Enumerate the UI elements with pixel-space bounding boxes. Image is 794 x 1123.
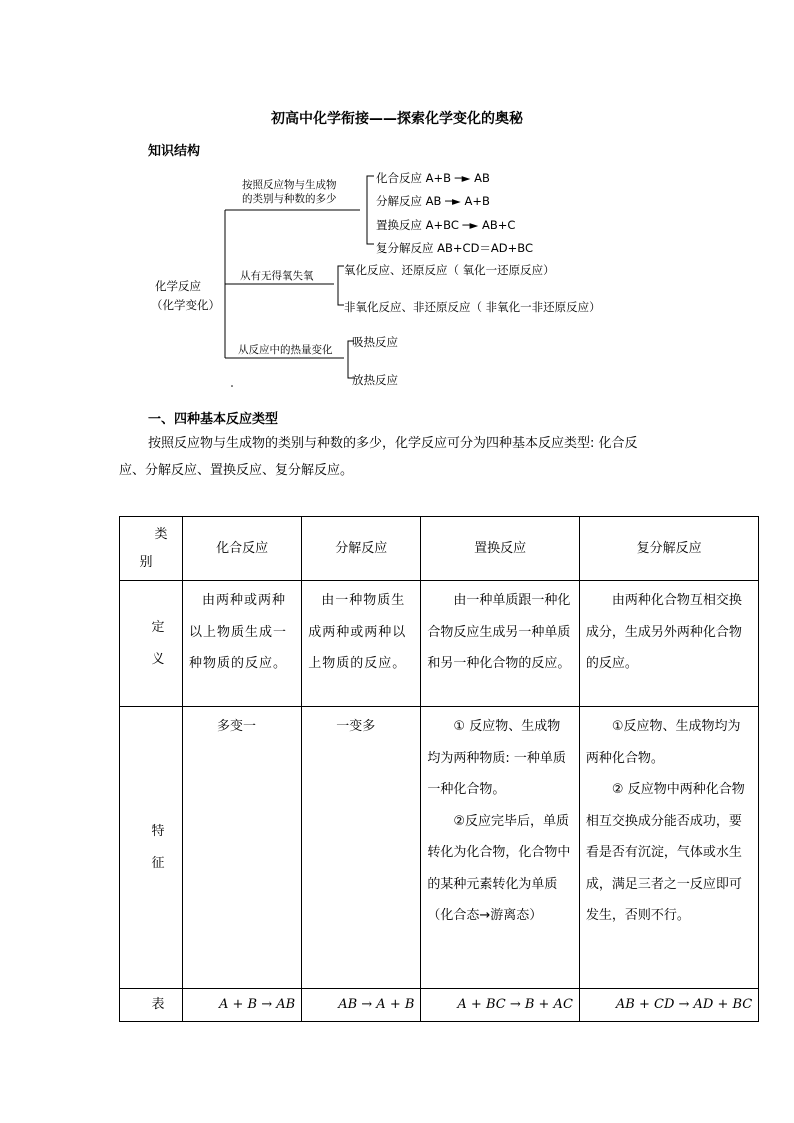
branch1-item-displacement: 置换反应 A+BC ─► AB+C xyxy=(376,218,516,232)
expression-displacement: A + BC → B + AC xyxy=(421,989,580,1022)
diagram-root-sublabel: （化学变化） xyxy=(151,298,220,312)
feature-double-decomposition-p2: ② 反应物中两种化合物相互交换成分能否成功，要看是否有沉淀，气体或水生成，满足三者之一反应即可发生，否则不行。 xyxy=(585,782,745,923)
branch2-item-redox: 氧化反应、还原反应（ 氧化一还原反应） xyxy=(344,263,555,277)
definition-label-cell xyxy=(120,581,183,707)
branch3-label: 从反应中的热量变化 xyxy=(238,344,333,356)
header-label-cell xyxy=(120,517,183,581)
knowledge-structure-heading: 知识结构 xyxy=(148,144,201,159)
intro-paragraph-line2: 应、分解反应、置换反应、复分解反应。 xyxy=(119,463,354,478)
branch3-item-endothermic: 吸热反应 xyxy=(352,335,398,349)
table-row-expression xyxy=(120,989,759,1022)
expression-decomposition: AB → A + B xyxy=(302,989,421,1022)
table-row-feature xyxy=(120,707,759,989)
branch1-item-decomposition: 分解反应 AB ─► A+B xyxy=(376,194,490,208)
branch2-label: 从有无得氧失氧 xyxy=(240,270,314,282)
intro-paragraph-line1: 按照反应物与生成物的类别与种数的多少，化学反应可分为四种基本反应类型: 化合反 xyxy=(148,436,638,451)
definition-displacement: 由一种单质跟一种化合物反应生成另一种单质和另一种化合物的反应。 xyxy=(421,581,580,707)
definition-label-line2: 义 xyxy=(151,651,165,667)
feature-double-decomposition-cell xyxy=(579,707,758,989)
header-label-line2: 别 xyxy=(139,555,153,570)
feature-label-cell xyxy=(120,707,183,989)
feature-decomposition: 一变多 xyxy=(302,707,421,989)
section1-heading: 一、四种基本反应类型 xyxy=(148,412,279,427)
definition-decomposition: 由一种物质生成两种或两种以上物质的反应。 xyxy=(302,581,421,707)
definition-label-line1: 定 xyxy=(151,620,165,635)
branch1-item-combination: 化合反应 A+B ─► AB xyxy=(376,171,490,185)
header-col-combination: 化合反应 xyxy=(183,517,302,581)
page-title: 初高中化学衔接——探索化学变化的奥秘 xyxy=(271,111,523,127)
branch1-label: 按照反应物与生成物 xyxy=(242,179,337,191)
branch1-item-double-decomposition: 复分解反应 AB+CD＝AD+BC xyxy=(376,241,534,255)
expression-label: 表 xyxy=(120,989,183,1022)
feature-combination: 多变一 xyxy=(183,707,302,989)
header-label-line1: 类 xyxy=(154,527,168,542)
feature-label-line1: 特 xyxy=(151,824,165,839)
definition-double-decomposition: 由两种化合物互相交换成分，生成另外两种化合物的反应。 xyxy=(579,581,758,707)
feature-label-line2: 征 xyxy=(151,855,165,871)
header-col-double-decomposition: 复分解反应 xyxy=(579,517,758,581)
table-header-row xyxy=(120,517,759,581)
branch3-item-exothermic: 放热反应 xyxy=(352,373,398,387)
diagram-root-label: 化学反应 xyxy=(155,279,201,293)
branch1-bracket xyxy=(367,176,374,244)
branch1-label-2: 的类别与种数的多少 xyxy=(242,193,337,205)
header-col-displacement: 置换反应 xyxy=(421,517,580,581)
feature-displacement-p2: ②反应完毕后，单质转化为化合物，化合物中的某种元素转化为单质（化合态→游离态） xyxy=(427,813,571,923)
expression-double-decomposition: AB + CD → AD + BC xyxy=(579,989,758,1022)
table-row-definition xyxy=(120,581,759,707)
expression-combination: A + B → AB xyxy=(183,989,302,1022)
feature-displacement-p1: ① 反应物、生成物均为两种物质: 一种单质一种化合物。 xyxy=(427,719,566,797)
branch2-item-non-redox: 非氧化反应、非还原反应（ 非氧化一非还原反应） xyxy=(344,300,601,314)
feature-displacement-cell xyxy=(421,707,580,989)
reaction-types-table xyxy=(119,516,759,1022)
definition-combination: 由两种或两种以上物质生成一种物质的反应。 xyxy=(183,581,302,707)
header-col-decomposition: 分解反应 xyxy=(302,517,421,581)
feature-double-decomposition-p1: ①反应物、生成物均为两种化合物。 xyxy=(585,719,741,766)
